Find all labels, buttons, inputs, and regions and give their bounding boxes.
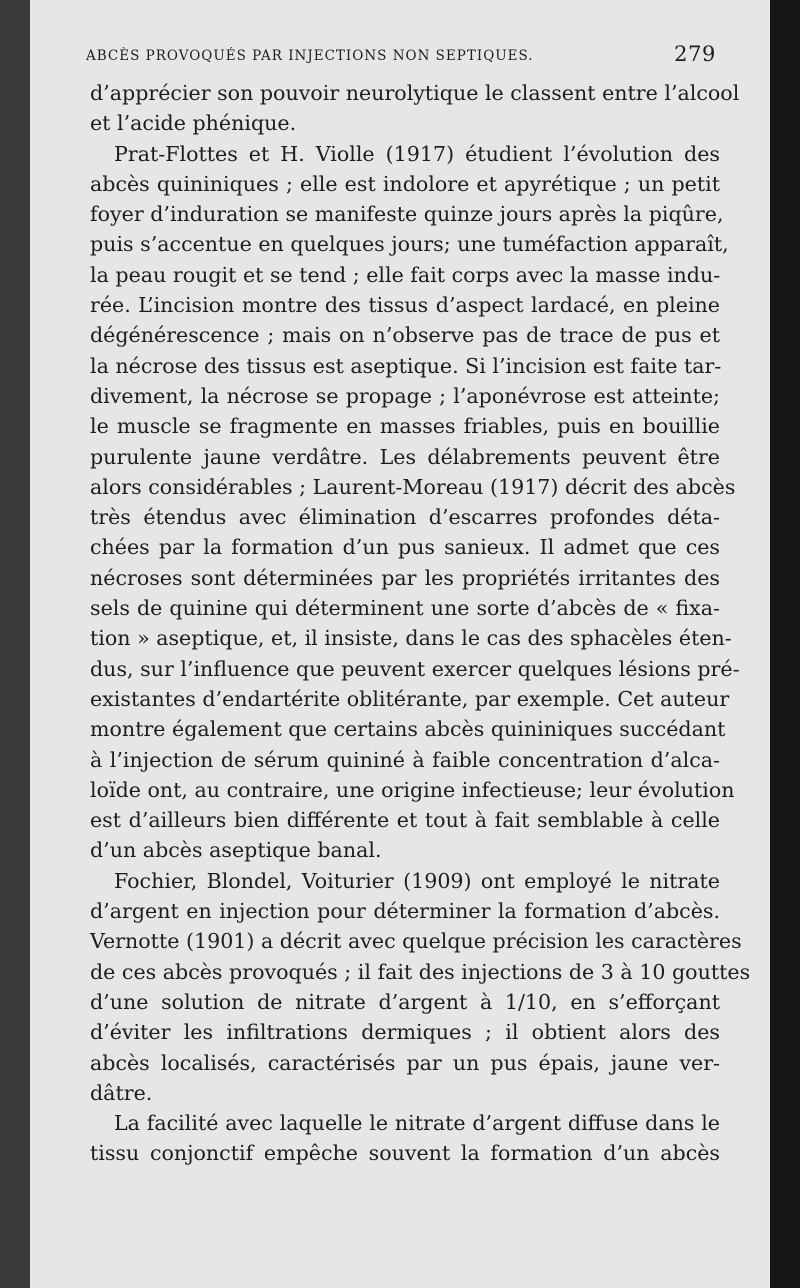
text-line: et l’acide phénique. (90, 111, 297, 136)
text-line: dâtre. (90, 1080, 153, 1105)
text-line: existantes d’endartérite oblitérante, par exemple. Cet auteur (90, 686, 730, 711)
text-line: abcès quininiques ; elle est indolore et apyrétique ; un petit (90, 171, 720, 196)
text-line: la nécrose des tissus est aseptique. Si l’incision est faite tar- (90, 353, 722, 378)
text-line: d’une solution de nitrate d’argent à 1/10, en s’efforçant (90, 989, 720, 1014)
text-line: à l’injection de sérum quininé à faible concentration d’alca- (90, 747, 720, 772)
text-line: de ces abcès provoqués ; il fait des injections de 3 à 10 gouttes (90, 959, 751, 984)
text-line: d’argent en injection pour déterminer la formation d’abcès. (90, 899, 720, 924)
scan-edge-shadow (770, 0, 800, 1288)
text-line: divement, la nécrose se propage ; l’aponévrose est atteinte; (90, 383, 720, 408)
text-line: alors considérables ; Laurent-Moreau (1917) décrit des abcès (90, 474, 736, 499)
text-line: tissu conjonctif empêche souvent la formation d’un abcès (90, 1141, 720, 1166)
text-line: très étendus avec élimination d’escarres profondes déta- (90, 505, 720, 530)
page-number: 279 (674, 42, 716, 66)
text-line: Vernotte (1901) a décrit avec quelque précision les caractères (90, 929, 742, 954)
text-line: d’un abcès aseptique banal. (90, 838, 382, 863)
text-line: est d’ailleurs bien différente et tout à fait semblable à celle (90, 808, 720, 833)
page-header (86, 42, 716, 72)
running-title: ABCÈS PROVOQUÉS PAR INJECTIONS NON SEPTIQUES. (86, 48, 534, 64)
text-line: Fochier, Blondel, Voiturier (1909) ont employé le nitrate (114, 868, 720, 893)
text-line: d’éviter les infiltrations dermiques ; il obtient alors des (90, 1020, 720, 1045)
text-line: purulente jaune verdâtre. Les délabrements peuvent être (90, 444, 720, 469)
text-line: puis s’accentue en quelques jours; une tuméfaction apparaît, (90, 232, 729, 257)
text-line: Prat-Flottes et H. Violle (1917) étudient l’évolution des (114, 141, 720, 166)
text-line: tion » aseptique, et, il insiste, dans le cas des sphacèles éten- (90, 626, 732, 651)
text-line: d’apprécier son pouvoir neurolytique le classent entre l’alcool (90, 81, 740, 105)
text-line: chées par la formation d’un pus sanieux. Il admet que ces (90, 535, 720, 560)
text-line: abcès localisés, caractérisés par un pus épais, jaune ver- (90, 1050, 720, 1075)
text-line: dégénérescence ; mais on n’observe pas de trace de pus et (90, 323, 720, 348)
body-text (90, 78, 751, 1169)
text-line: nécroses sont déterminées par les propriétés irritantes des (90, 565, 720, 590)
book-page (30, 0, 770, 1288)
text-line: sels de quinine qui déterminent une sorte d’abcès de « fixa- (90, 596, 720, 621)
text-line: dus, sur l’influence que peuvent exercer quelques lésions pré- (90, 656, 740, 681)
text-line: rée. L’incision montre des tissus d’aspect lardacé, en pleine (90, 293, 720, 318)
text-line: foyer d’induration se manifeste quinze jours après la piqûre, (90, 202, 724, 227)
text-line: montre également que certains abcès quininiques succédant (90, 717, 726, 742)
text-line: la peau rougit et se tend ; elle fait corps avec la masse indu- (90, 262, 721, 287)
text-line: La facilité avec laquelle le nitrate d’argent diffuse dans le (114, 1111, 720, 1136)
text-line: loïde ont, au contraire, une origine infectieuse; leur évolution (90, 777, 735, 802)
text-line: le muscle se fragmente en masses friables, puis en bouillie (90, 414, 720, 439)
